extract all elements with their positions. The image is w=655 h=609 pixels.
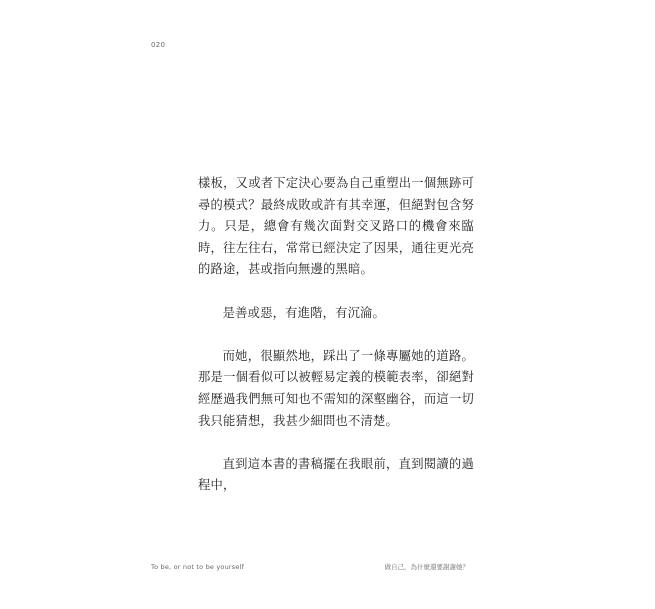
footer-book-title: To be, or not to be yourself — [151, 563, 245, 571]
paragraph-1: 樣板，又或者下定決心要為自己重塑出一個無跡可尋的模式？最終成敗或許有其幸運，但絕對包含努力。只是，總會有幾次面對交叉路口的機會來臨時，往左往右，常常已經決定了因果，通往更光亮的路途，甚或指向無邊的黑暗。 — [198, 176, 474, 277]
page-number: 020 — [151, 41, 166, 49]
footer-chapter-title: 做自己，為什麼還要謝謝她？ — [384, 563, 469, 571]
paragraph-4: 直到這本書的書稿擺在我眼前，直到閱讀的過程中， — [198, 456, 474, 493]
paragraph-2: 是善或惡，有進階，有沉淪。 — [222, 305, 386, 320]
paragraph-3: 而她，很顯然地，踩出了一條專屬她的道路。那是一個看似可以被輕易定義的模範表率，卻絕對經歷過我們無可知也不需知的深壑幽谷，而這一切我只能猜想，我甚少細問也不清楚。 — [198, 348, 474, 428]
body-text — [198, 173, 474, 497]
